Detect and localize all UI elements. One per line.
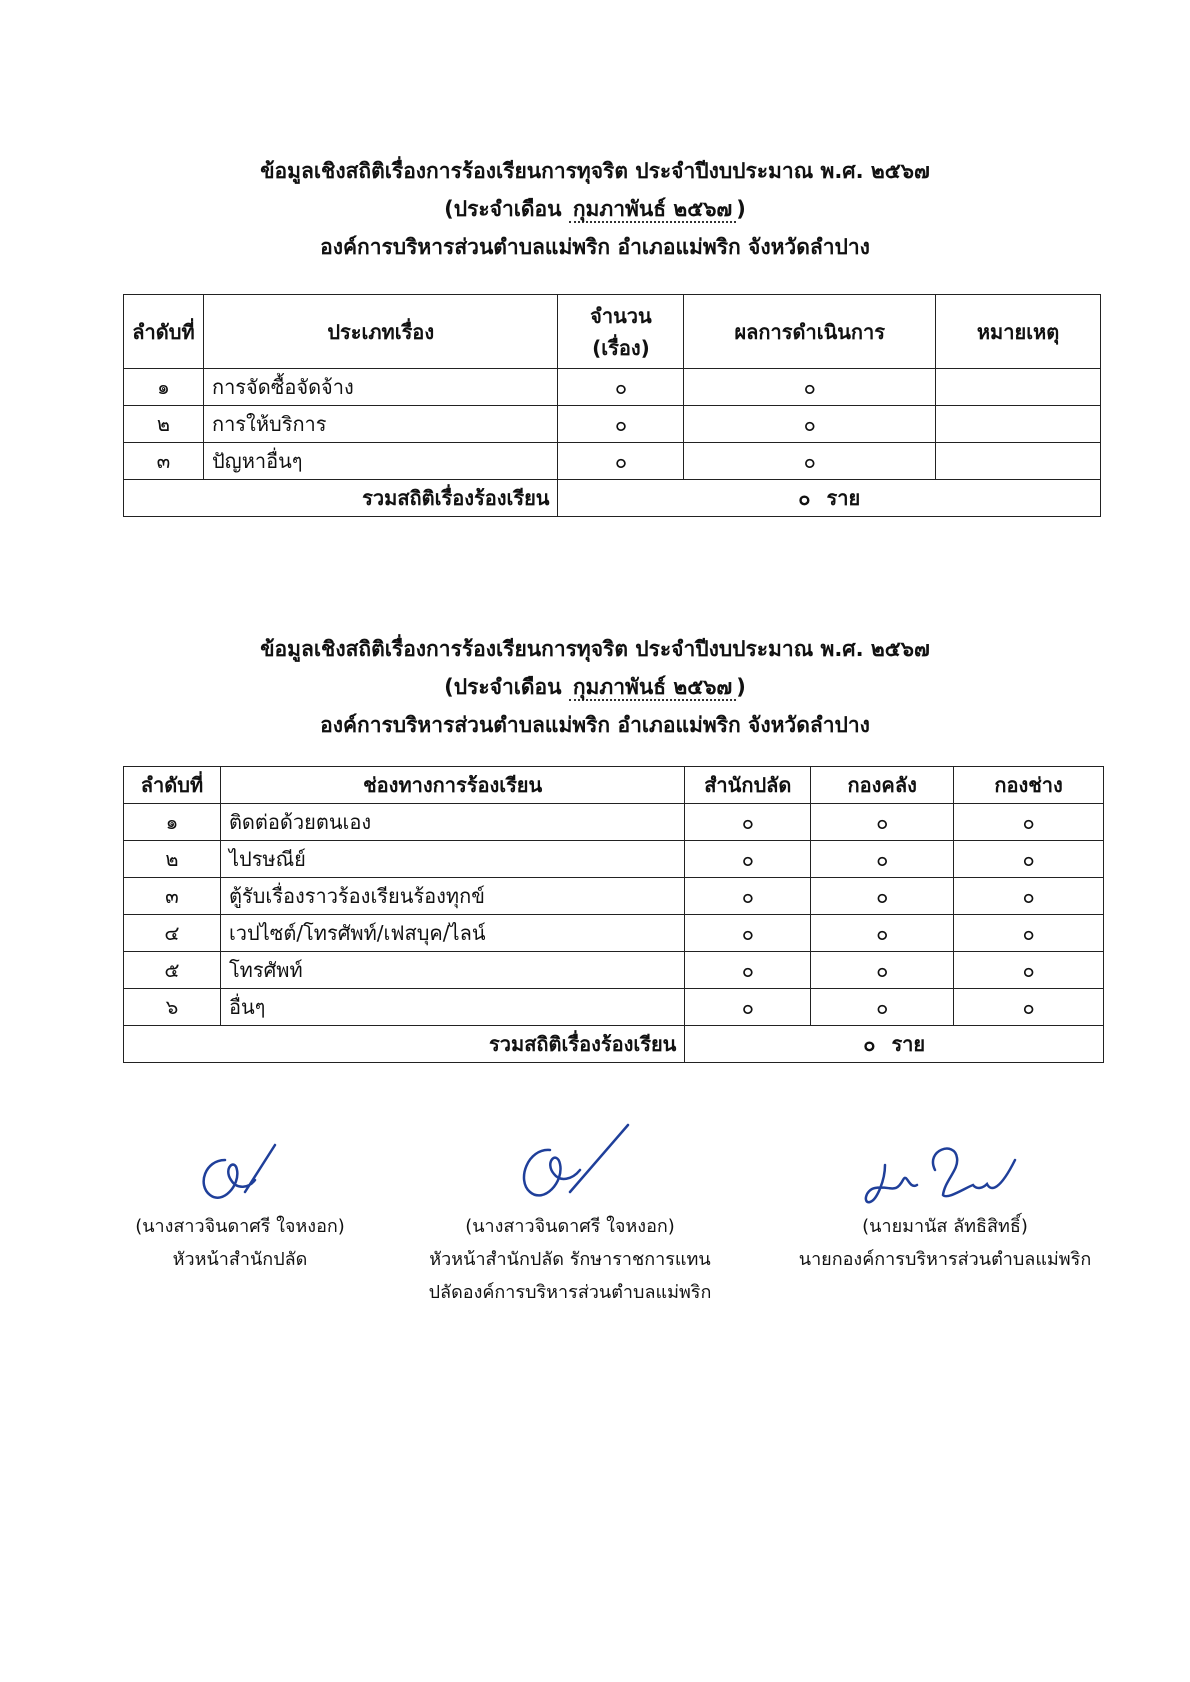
row-no: ๒ bbox=[124, 841, 221, 878]
signature-scribble bbox=[500, 1120, 640, 1210]
table-row bbox=[124, 443, 1101, 480]
header-count: จำนวน (เรื่อง) bbox=[558, 295, 684, 369]
header-finance: กองคลัง bbox=[811, 767, 954, 804]
row-finance: ๐ bbox=[811, 878, 954, 915]
row-no: ๓ bbox=[124, 443, 204, 480]
total-unit: ราย bbox=[826, 486, 861, 510]
table-row bbox=[124, 406, 1101, 443]
header-no: ลำดับที่ bbox=[124, 295, 204, 369]
row-type: การจัดซื้อจัดจ้าง bbox=[203, 369, 558, 406]
table-row bbox=[124, 369, 1101, 406]
row-result: ๐ bbox=[684, 406, 936, 443]
row-result: ๐ bbox=[684, 443, 936, 480]
complaint-channel-table bbox=[123, 766, 1104, 1063]
row-works: ๐ bbox=[954, 804, 1104, 841]
row-office: ๐ bbox=[685, 952, 811, 989]
row-finance: ๐ bbox=[811, 841, 954, 878]
total-value: ๐ bbox=[798, 486, 811, 510]
signature-position: หัวหน้าสำนักปลัด รักษาราชการแทน bbox=[429, 1249, 711, 1270]
section1-org: องค์การบริหารส่วนตำบลแม่พริก อำเภอแม่พริก จังหวัดลำปาง bbox=[320, 235, 870, 259]
row-count: ๐ bbox=[558, 443, 684, 480]
row-office: ๐ bbox=[685, 804, 811, 841]
header-result: ผลการดำเนินการ bbox=[684, 295, 936, 369]
row-count: ๐ bbox=[558, 406, 684, 443]
row-type: ปัญหาอื่นๆ bbox=[203, 443, 558, 480]
table-header-row bbox=[124, 767, 1104, 804]
signature-block-3 bbox=[790, 1140, 1100, 1276]
row-finance: ๐ bbox=[811, 989, 954, 1026]
row-channel: ตู้รับเรื่องราวร้องเรียนร้องทุกข์ bbox=[220, 878, 684, 915]
row-works: ๐ bbox=[954, 952, 1104, 989]
row-office: ๐ bbox=[685, 989, 811, 1026]
table-row bbox=[124, 915, 1104, 952]
header-no: ลำดับที่ bbox=[124, 767, 221, 804]
header-remark: หมายเหตุ bbox=[936, 295, 1101, 369]
header-channel: ช่องทางการร้องเรียน bbox=[220, 767, 684, 804]
section2-month-prefix: (ประจำเดือน bbox=[444, 675, 562, 699]
table-row bbox=[124, 804, 1104, 841]
table-row bbox=[124, 952, 1104, 989]
table-row bbox=[124, 989, 1104, 1026]
row-remark bbox=[936, 369, 1101, 406]
row-works: ๐ bbox=[954, 841, 1104, 878]
table-row bbox=[124, 878, 1104, 915]
row-works: ๐ bbox=[954, 989, 1104, 1026]
row-channel: โทรศัพท์ bbox=[220, 952, 684, 989]
signature-position: หัวหน้าสำนักปลัด bbox=[172, 1249, 308, 1270]
total-value: ๐ bbox=[863, 1032, 876, 1056]
row-no: ๖ bbox=[124, 989, 221, 1026]
row-office: ๐ bbox=[685, 841, 811, 878]
row-no: ๑ bbox=[124, 369, 204, 406]
header-type: ประเภทเรื่อง bbox=[203, 295, 558, 369]
total-label: รวมสถิติเรื่องร้องเรียน bbox=[124, 1026, 685, 1063]
section1-month-suffix: ) bbox=[736, 197, 746, 221]
section2-title: ข้อมูลเชิงสถิติเรื่องการร้องเรียนการทุจริต ประจำปีงบประมาณ พ.ศ. ๒๕๖๗ bbox=[260, 637, 930, 661]
total-unit: ราย bbox=[891, 1032, 926, 1056]
signature-block-1 bbox=[110, 1140, 370, 1276]
section1-month-value: กุมภาพันธ์ ๒๕๖๗ bbox=[569, 197, 736, 223]
signature-block-2 bbox=[410, 1120, 730, 1309]
row-no: ๒ bbox=[124, 406, 204, 443]
row-works: ๐ bbox=[954, 915, 1104, 952]
section1-title: ข้อมูลเชิงสถิติเรื่องการร้องเรียนการทุจริต ประจำปีงบประมาณ พ.ศ. ๒๕๖๗ bbox=[260, 159, 930, 183]
row-channel: ไปรษณีย์ bbox=[220, 841, 684, 878]
section2-month-line bbox=[0, 668, 1190, 706]
complaint-type-table bbox=[123, 294, 1101, 517]
section1-month-line bbox=[0, 190, 1190, 228]
row-finance: ๐ bbox=[811, 952, 954, 989]
row-finance: ๐ bbox=[811, 804, 954, 841]
signature-position-2: ปลัดองค์การบริหารส่วนตำบลแม่พริก bbox=[428, 1282, 712, 1303]
table-row bbox=[124, 841, 1104, 878]
section2-month-value: กุมภาพันธ์ ๒๕๖๗ bbox=[569, 675, 736, 701]
total-row bbox=[124, 1026, 1104, 1063]
signature-name: (นายมานัส ลัทธิสิทธิ์) bbox=[862, 1216, 1028, 1237]
row-no: ๔ bbox=[124, 915, 221, 952]
signature-scribble bbox=[855, 1140, 1035, 1210]
row-finance: ๐ bbox=[811, 915, 954, 952]
signature-name: (นางสาวจินดาศรี ใจหงอก) bbox=[465, 1216, 675, 1237]
row-works: ๐ bbox=[954, 878, 1104, 915]
section1-month-prefix: (ประจำเดือน bbox=[444, 197, 562, 221]
total-value-cell bbox=[685, 1026, 1104, 1063]
section2-org: องค์การบริหารส่วนตำบลแม่พริก อำเภอแม่พริก จังหวัดลำปาง bbox=[320, 713, 870, 737]
header-works: กองช่าง bbox=[954, 767, 1104, 804]
row-no: ๑ bbox=[124, 804, 221, 841]
row-no: ๕ bbox=[124, 952, 221, 989]
signature-position: นายกองค์การบริหารส่วนตำบลแม่พริก bbox=[798, 1249, 1092, 1270]
row-type: การให้บริการ bbox=[203, 406, 558, 443]
row-remark bbox=[936, 443, 1101, 480]
signature-name: (นางสาวจินดาศรี ใจหงอก) bbox=[135, 1216, 345, 1237]
row-channel: ติดต่อด้วยตนเอง bbox=[220, 804, 684, 841]
table-header-row bbox=[124, 295, 1101, 369]
row-count: ๐ bbox=[558, 369, 684, 406]
row-channel: เวปไซต์/โทรศัพท์/เฟสบุค/ไลน์ bbox=[220, 915, 684, 952]
header-office: สำนักปลัด bbox=[685, 767, 811, 804]
row-channel: อื่นๆ bbox=[220, 989, 684, 1026]
signature-scribble bbox=[185, 1140, 295, 1210]
row-result: ๐ bbox=[684, 369, 936, 406]
row-office: ๐ bbox=[685, 915, 811, 952]
row-remark bbox=[936, 406, 1101, 443]
total-label: รวมสถิติเรื่องร้องเรียน bbox=[124, 480, 558, 517]
section2-month-suffix: ) bbox=[736, 675, 746, 699]
total-value-cell bbox=[558, 480, 1101, 517]
row-office: ๐ bbox=[685, 878, 811, 915]
section1-heading bbox=[0, 152, 1190, 266]
row-no: ๓ bbox=[124, 878, 221, 915]
total-row bbox=[124, 480, 1101, 517]
section2-heading bbox=[0, 630, 1190, 744]
